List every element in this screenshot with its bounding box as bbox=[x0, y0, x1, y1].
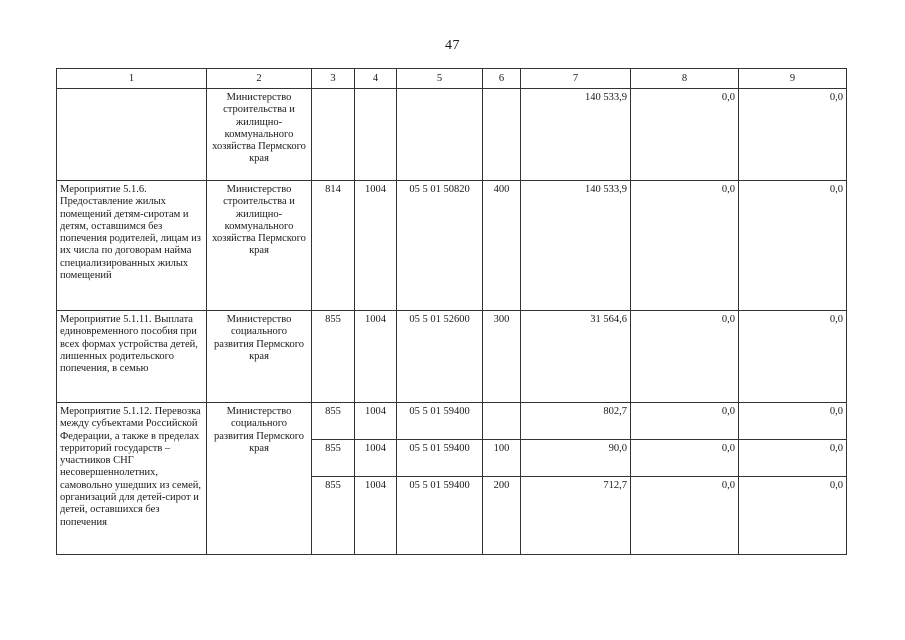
amount-cell: 0,0 bbox=[739, 440, 847, 477]
table-row bbox=[57, 181, 847, 311]
page-number: 47 bbox=[445, 38, 460, 53]
expense-type-cell: 100 bbox=[483, 440, 521, 477]
target-article-cell: 05 5 01 50820 bbox=[397, 181, 483, 311]
amount-cell: 0,0 bbox=[631, 477, 739, 555]
grbs-cell: 855 bbox=[312, 311, 355, 403]
grbs-cell: 855 bbox=[312, 440, 355, 477]
amount-cell: 712,7 bbox=[521, 477, 631, 555]
grbs-cell: 855 bbox=[312, 403, 355, 440]
column-header: 5 bbox=[397, 69, 483, 89]
activity-name-cell: Мероприятие 5.1.6. Предоставление жилых помещений детям-сиротам и детям, оставшимся без попечения родителей, лицам из их числа по договорам найма специализированных жилых помещений bbox=[57, 181, 207, 311]
section-cell: 1004 bbox=[355, 440, 397, 477]
amount-cell: 0,0 bbox=[631, 181, 739, 311]
expense-type-cell: 200 bbox=[483, 477, 521, 555]
column-header: 4 bbox=[355, 69, 397, 89]
target-article-cell: 05 5 01 59400 bbox=[397, 440, 483, 477]
expense-type-cell: 400 bbox=[483, 181, 521, 311]
amount-cell: 0,0 bbox=[631, 403, 739, 440]
expense-type-cell bbox=[483, 89, 521, 181]
table-row bbox=[57, 89, 847, 181]
section-cell bbox=[355, 89, 397, 181]
amount-cell: 0,0 bbox=[631, 311, 739, 403]
amount-cell: 90,0 bbox=[521, 440, 631, 477]
table-header-row bbox=[57, 69, 847, 89]
amount-cell: 140 533,9 bbox=[521, 181, 631, 311]
amount-cell: 0,0 bbox=[739, 311, 847, 403]
target-article-cell bbox=[397, 89, 483, 181]
budget-table bbox=[56, 68, 847, 555]
amount-cell: 802,7 bbox=[521, 403, 631, 440]
amount-cell: 0,0 bbox=[739, 477, 847, 555]
amount-cell: 0,0 bbox=[739, 89, 847, 181]
amount-cell: 31 564,6 bbox=[521, 311, 631, 403]
table-row bbox=[57, 311, 847, 403]
executor-cell: Министерство строительства и жилищно-коммунального хозяйства Пермского края bbox=[207, 181, 312, 311]
amount-cell: 0,0 bbox=[739, 181, 847, 311]
target-article-cell: 05 5 01 52600 bbox=[397, 311, 483, 403]
grbs-cell: 855 bbox=[312, 477, 355, 555]
column-header: 3 bbox=[312, 69, 355, 89]
column-header: 6 bbox=[483, 69, 521, 89]
executor-cell: Министерство социального развития Пермского края bbox=[207, 311, 312, 403]
column-header: 7 bbox=[521, 69, 631, 89]
activity-name-cell: Мероприятие 5.1.12. Перевозка между субъектами Российской Федерации, а также в пределах территорий государств – участников СНГ несовершеннолетних, самовольно ушедших из семей, организаций для детей-сирот и детей, оставшихся без попечения bbox=[57, 403, 207, 555]
activity-name-cell bbox=[57, 89, 207, 181]
expense-type-cell: 300 bbox=[483, 311, 521, 403]
column-header: 8 bbox=[631, 69, 739, 89]
section-cell: 1004 bbox=[355, 181, 397, 311]
expense-type-cell bbox=[483, 403, 521, 440]
column-header: 9 bbox=[739, 69, 847, 89]
grbs-cell: 814 bbox=[312, 181, 355, 311]
activity-name-cell: Мероприятие 5.1.11. Выплата единовременного пособия при всех формах устройства детей, лишенных родительского попечения, в семью bbox=[57, 311, 207, 403]
column-header: 1 bbox=[57, 69, 207, 89]
grbs-cell bbox=[312, 89, 355, 181]
table-row bbox=[57, 403, 847, 440]
section-cell: 1004 bbox=[355, 403, 397, 440]
executor-cell: Министерство строительства и жилищно-коммунального хозяйства Пермского края bbox=[207, 89, 312, 181]
section-cell: 1004 bbox=[355, 477, 397, 555]
executor-cell: Министерство социального развития Пермского края bbox=[207, 403, 312, 555]
amount-cell: 0,0 bbox=[739, 403, 847, 440]
section-cell: 1004 bbox=[355, 311, 397, 403]
amount-cell: 140 533,9 bbox=[521, 89, 631, 181]
target-article-cell: 05 5 01 59400 bbox=[397, 403, 483, 440]
amount-cell: 0,0 bbox=[631, 440, 739, 477]
target-article-cell: 05 5 01 59400 bbox=[397, 477, 483, 555]
amount-cell: 0,0 bbox=[631, 89, 739, 181]
column-header: 2 bbox=[207, 69, 312, 89]
